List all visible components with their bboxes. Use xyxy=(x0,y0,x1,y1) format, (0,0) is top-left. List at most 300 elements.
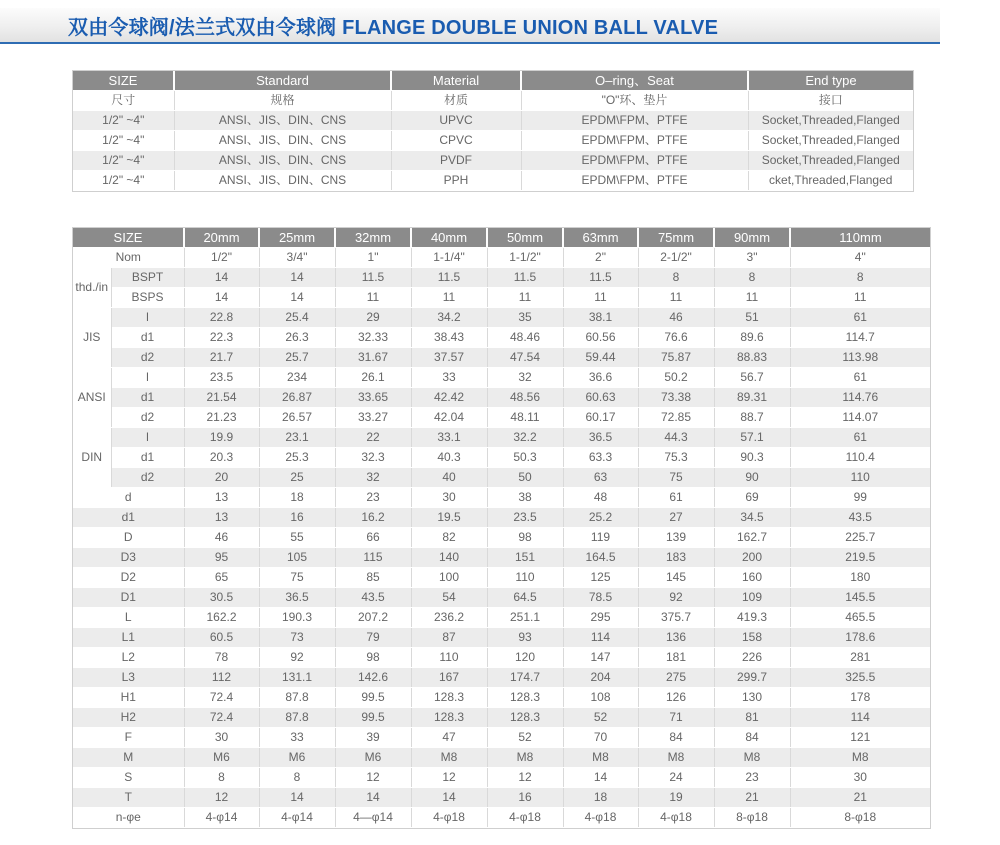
dim-cell: 11 xyxy=(411,288,487,308)
dim-cell: 87.8 xyxy=(259,708,335,728)
dim-cell: 4-φ18 xyxy=(487,808,563,828)
dim-row-label: D xyxy=(73,528,184,548)
dim-cell: 60.17 xyxy=(563,408,638,428)
dim-cell: 11 xyxy=(790,288,930,308)
dim-cell: 72.4 xyxy=(184,688,259,708)
dim-cell: 98 xyxy=(487,528,563,548)
dim-cell: 84 xyxy=(714,728,790,748)
dim-row-label: d2 xyxy=(111,468,184,488)
spec-subheader-cell: 尺寸 xyxy=(73,91,174,111)
dim-data-row xyxy=(73,768,930,788)
dim-cell: 25.2 xyxy=(563,508,638,528)
dim-cell: 219.5 xyxy=(790,548,930,568)
dim-cell: 299.7 xyxy=(714,668,790,688)
dim-cell: 99 xyxy=(790,488,930,508)
dim-cell: 167 xyxy=(411,668,487,688)
dim-cell: 2-1/2" xyxy=(638,248,714,268)
dim-cell: 110 xyxy=(411,648,487,668)
dim-row-label: BSPT xyxy=(111,268,184,288)
spec-cell: EPDM\FPM、PTFE xyxy=(521,111,748,131)
dim-cell: 92 xyxy=(638,588,714,608)
dim-row-label: L1 xyxy=(73,628,184,648)
dim-data-row xyxy=(73,668,930,688)
dim-cell: 32.2 xyxy=(487,428,563,448)
dim-row-label: n-φe xyxy=(73,808,184,828)
dim-data-row xyxy=(73,708,930,728)
dim-cell: 8-φ18 xyxy=(714,808,790,828)
dim-cell: M6 xyxy=(184,748,259,768)
dim-data-row xyxy=(73,488,930,508)
dimension-table-container xyxy=(72,227,931,829)
dim-cell: 126 xyxy=(638,688,714,708)
dim-cell: 1" xyxy=(335,248,411,268)
dim-cell: 14 xyxy=(259,788,335,808)
dim-cell: 180 xyxy=(790,568,930,588)
dim-row-label: d1 xyxy=(111,328,184,348)
dim-cell: 14 xyxy=(184,288,259,308)
spec-cell: 1/2" ~4" xyxy=(73,111,174,131)
dim-cell: 50.2 xyxy=(638,368,714,388)
dim-cell: 52 xyxy=(563,708,638,728)
spec-cell: EPDM\FPM、PTFE xyxy=(521,131,748,151)
dim-data-row xyxy=(73,408,930,428)
dim-cell: 8-φ18 xyxy=(790,808,930,828)
spec-cell: 1/2" ~4" xyxy=(73,131,174,151)
spec-cell: ANSI、JIS、DIN、CNS xyxy=(174,131,391,151)
dim-cell: 178.6 xyxy=(790,628,930,648)
dim-cell: 13 xyxy=(184,488,259,508)
dim-cell: 27 xyxy=(638,508,714,528)
dim-cell: 42.42 xyxy=(411,388,487,408)
dim-cell: 63 xyxy=(563,468,638,488)
dim-cell: 23 xyxy=(335,488,411,508)
dim-cell: 23 xyxy=(714,768,790,788)
dim-cell: M8 xyxy=(487,748,563,768)
dim-data-row xyxy=(73,648,930,668)
dim-cell: 70 xyxy=(563,728,638,748)
dim-cell: 121 xyxy=(790,728,930,748)
dim-data-row xyxy=(73,608,930,628)
dim-cell: 61 xyxy=(790,308,930,328)
dim-data-row xyxy=(73,508,930,528)
dim-cell: 21.23 xyxy=(184,408,259,428)
dim-cell: 76.6 xyxy=(638,328,714,348)
dim-cell: 8 xyxy=(790,268,930,288)
dim-cell: 75.87 xyxy=(638,348,714,368)
dim-cell: 465.5 xyxy=(790,608,930,628)
dim-cell: 128.3 xyxy=(411,688,487,708)
dim-cell: 35 xyxy=(487,308,563,328)
spec-header-cell: Material xyxy=(391,71,521,91)
dim-cell: 44.3 xyxy=(638,428,714,448)
spec-cell: Socket,Threaded,Flanged xyxy=(748,131,913,151)
dim-cell: 2" xyxy=(563,248,638,268)
dim-cell: 26.87 xyxy=(259,388,335,408)
dim-cell: 36.6 xyxy=(563,368,638,388)
spec-cell: cket,Threaded,Flanged xyxy=(748,171,913,191)
dim-data-row xyxy=(73,548,930,568)
dim-cell: 75.3 xyxy=(638,448,714,468)
dim-cell: 75 xyxy=(259,568,335,588)
dim-cell: 16.2 xyxy=(335,508,411,528)
dim-size-column-header: 110mm xyxy=(790,228,930,248)
dim-row-label: D1 xyxy=(73,588,184,608)
dim-cell: 8 xyxy=(714,268,790,288)
dim-row-label: D3 xyxy=(73,548,184,568)
dim-cell: 14 xyxy=(563,768,638,788)
dim-data-row xyxy=(73,428,930,448)
dim-cell: 12 xyxy=(487,768,563,788)
dim-cell: 14 xyxy=(184,268,259,288)
dim-cell: 34.2 xyxy=(411,308,487,328)
spec-table xyxy=(73,71,913,191)
dim-cell: 84 xyxy=(638,728,714,748)
dim-cell: 145.5 xyxy=(790,588,930,608)
spec-cell: EPDM\FPM、PTFE xyxy=(521,151,748,171)
dim-cell: 52 xyxy=(487,728,563,748)
dim-cell: 3" xyxy=(714,248,790,268)
dim-cell: 164.5 xyxy=(563,548,638,568)
dim-data-row xyxy=(73,688,930,708)
dim-cell: 11.5 xyxy=(563,268,638,288)
spec-cell: EPDM\FPM、PTFE xyxy=(521,171,748,191)
dim-cell: 113.98 xyxy=(790,348,930,368)
dim-row-label: L2 xyxy=(73,648,184,668)
dim-cell: 21.7 xyxy=(184,348,259,368)
dim-cell: 47 xyxy=(411,728,487,748)
dim-cell: 3/4" xyxy=(259,248,335,268)
dim-row-label: BSPS xyxy=(111,288,184,308)
dim-cell: 4-φ18 xyxy=(563,808,638,828)
dim-cell: 32.3 xyxy=(335,448,411,468)
dim-row-label: d1 xyxy=(111,388,184,408)
dim-cell: 60.63 xyxy=(563,388,638,408)
dim-cell: 325.5 xyxy=(790,668,930,688)
spec-subheader-row xyxy=(73,91,913,111)
dim-row-label: H1 xyxy=(73,688,184,708)
dim-cell: 30.5 xyxy=(184,588,259,608)
dim-cell: 92 xyxy=(259,648,335,668)
dim-cell: 1-1/2" xyxy=(487,248,563,268)
spec-header-cell: Standard xyxy=(174,71,391,91)
dim-data-row xyxy=(73,368,930,388)
dim-cell: 75 xyxy=(638,468,714,488)
dim-cell: 8 xyxy=(184,768,259,788)
dim-group-label: ANSI xyxy=(73,368,111,428)
dim-cell: 145 xyxy=(638,568,714,588)
dim-row-label: l xyxy=(111,308,184,328)
dim-cell: 90.3 xyxy=(714,448,790,468)
dim-cell: 93 xyxy=(487,628,563,648)
dim-cell: 108 xyxy=(563,688,638,708)
dim-cell: 14 xyxy=(259,268,335,288)
dim-cell: 4—φ14 xyxy=(335,808,411,828)
dim-cell: 69 xyxy=(714,488,790,508)
dim-cell: 72.4 xyxy=(184,708,259,728)
dim-cell: 38.1 xyxy=(563,308,638,328)
dim-row-label: M xyxy=(73,748,184,768)
dim-cell: 11 xyxy=(487,288,563,308)
dim-cell: 14 xyxy=(411,788,487,808)
dim-data-row xyxy=(73,308,930,328)
dim-cell: 204 xyxy=(563,668,638,688)
dim-cell: 181 xyxy=(638,648,714,668)
dim-cell: 25 xyxy=(259,468,335,488)
dim-data-row xyxy=(73,628,930,648)
spec-cell: PVDF xyxy=(391,151,521,171)
page-title: 双由令球阀/法兰式双由令球阀 FLANGE DOUBLE UNION BALL VALVE xyxy=(68,16,719,39)
dim-cell: 26.57 xyxy=(259,408,335,428)
dim-cell: 55 xyxy=(259,528,335,548)
dim-row-label: T xyxy=(73,788,184,808)
dim-cell: 4-φ14 xyxy=(259,808,335,828)
dim-cell: 131.1 xyxy=(259,668,335,688)
dim-cell: 136 xyxy=(638,628,714,648)
dim-cell: 30 xyxy=(184,728,259,748)
dim-cell: 22 xyxy=(335,428,411,448)
dim-cell: 73 xyxy=(259,628,335,648)
spec-cell: Socket,Threaded,Flanged xyxy=(748,151,913,171)
dim-row-label: H2 xyxy=(73,708,184,728)
dim-row-label: d1 xyxy=(73,508,184,528)
title-band xyxy=(0,8,940,44)
dim-cell: 26.1 xyxy=(335,368,411,388)
dim-row-label: Nom xyxy=(73,248,184,268)
dim-cell: 47.54 xyxy=(487,348,563,368)
spec-header-row xyxy=(73,71,913,91)
dim-cell: 114 xyxy=(790,708,930,728)
dim-cell: 25.4 xyxy=(259,308,335,328)
dim-cell: 46 xyxy=(184,528,259,548)
dim-cell: 295 xyxy=(563,608,638,628)
dim-cell: M8 xyxy=(714,748,790,768)
dim-cell: 37.57 xyxy=(411,348,487,368)
dim-cell: 88.83 xyxy=(714,348,790,368)
spec-cell: ANSI、JIS、DIN、CNS xyxy=(174,111,391,131)
dim-row-label: d2 xyxy=(111,348,184,368)
dim-row-label: l xyxy=(111,428,184,448)
dim-data-row xyxy=(73,808,930,828)
dim-cell: 43.5 xyxy=(790,508,930,528)
dim-cell: 112 xyxy=(184,668,259,688)
dim-cell: 33.1 xyxy=(411,428,487,448)
dim-cell: 114.07 xyxy=(790,408,930,428)
dim-cell: 26.3 xyxy=(259,328,335,348)
dim-cell: 21 xyxy=(714,788,790,808)
dim-cell: 16 xyxy=(259,508,335,528)
dim-cell: 11 xyxy=(563,288,638,308)
dim-cell: 130 xyxy=(714,688,790,708)
dim-cell: 46 xyxy=(638,308,714,328)
dim-size-column-header: 20mm xyxy=(184,228,259,248)
dim-cell: 33.27 xyxy=(335,408,411,428)
dim-cell: 42.04 xyxy=(411,408,487,428)
dim-cell: 32 xyxy=(487,368,563,388)
dim-data-row xyxy=(73,448,930,468)
dim-cell: 21.54 xyxy=(184,388,259,408)
dim-cell: 13 xyxy=(184,508,259,528)
dim-data-row xyxy=(73,588,930,608)
dim-group-label: thd./in xyxy=(73,268,111,308)
dim-cell: 31.67 xyxy=(335,348,411,368)
spec-header-cell: End type xyxy=(748,71,913,91)
dim-cell: 11 xyxy=(638,288,714,308)
dim-cell: M6 xyxy=(259,748,335,768)
dim-row-label: d xyxy=(73,488,184,508)
dim-cell: 110 xyxy=(790,468,930,488)
dim-row-label: d2 xyxy=(111,408,184,428)
dim-cell: 8 xyxy=(259,768,335,788)
dim-size-column-header: 90mm xyxy=(714,228,790,248)
dim-data-row xyxy=(73,728,930,748)
dim-cell: 375.7 xyxy=(638,608,714,628)
dim-data-row xyxy=(73,248,930,268)
dim-cell: 128.3 xyxy=(487,708,563,728)
dim-cell: 115 xyxy=(335,548,411,568)
dim-cell: 60.56 xyxy=(563,328,638,348)
dim-cell: 20 xyxy=(184,468,259,488)
dim-cell: 95 xyxy=(184,548,259,568)
dim-cell: 87.8 xyxy=(259,688,335,708)
dim-cell: 22.8 xyxy=(184,308,259,328)
dim-cell: 119 xyxy=(563,528,638,548)
spec-cell: Socket,Threaded,Flanged xyxy=(748,111,913,131)
dim-header-row xyxy=(73,228,930,248)
dim-cell: 32.33 xyxy=(335,328,411,348)
dim-cell: 110 xyxy=(487,568,563,588)
dim-data-row xyxy=(73,468,930,488)
dim-cell: 162.2 xyxy=(184,608,259,628)
dim-cell: 29 xyxy=(335,308,411,328)
dim-row-label: S xyxy=(73,768,184,788)
dim-cell: 89.31 xyxy=(714,388,790,408)
spec-cell: ANSI、JIS、DIN、CNS xyxy=(174,171,391,191)
dim-cell: 78 xyxy=(184,648,259,668)
dim-cell: 160 xyxy=(714,568,790,588)
dim-cell: 63.3 xyxy=(563,448,638,468)
dim-cell: 178 xyxy=(790,688,930,708)
dim-cell: 162.7 xyxy=(714,528,790,548)
dim-cell: 23.5 xyxy=(487,508,563,528)
dim-cell: 207.2 xyxy=(335,608,411,628)
dim-data-row xyxy=(73,288,930,308)
dim-cell: 30 xyxy=(411,488,487,508)
dim-cell: 33 xyxy=(259,728,335,748)
dim-cell: M8 xyxy=(790,748,930,768)
dim-cell: 4" xyxy=(790,248,930,268)
dim-cell: 54 xyxy=(411,588,487,608)
dim-cell: 61 xyxy=(638,488,714,508)
dim-data-row xyxy=(73,328,930,348)
dim-cell: 36.5 xyxy=(563,428,638,448)
dim-data-row xyxy=(73,748,930,768)
dim-cell: M8 xyxy=(638,748,714,768)
dim-cell: 12 xyxy=(411,768,487,788)
dimension-table xyxy=(73,228,930,828)
dim-cell: 99.5 xyxy=(335,708,411,728)
dim-cell: 25.7 xyxy=(259,348,335,368)
dim-cell: 78.5 xyxy=(563,588,638,608)
dim-cell: 30 xyxy=(790,768,930,788)
dim-cell: 48.11 xyxy=(487,408,563,428)
dim-size-column-header: 63mm xyxy=(563,228,638,248)
dim-cell: 38 xyxy=(487,488,563,508)
dim-cell: 100 xyxy=(411,568,487,588)
dim-cell: 4-φ14 xyxy=(184,808,259,828)
dim-cell: 90 xyxy=(714,468,790,488)
spec-data-row xyxy=(73,171,913,191)
dim-cell: 50.3 xyxy=(487,448,563,468)
dim-cell: 1/2" xyxy=(184,248,259,268)
dim-cell: 23.1 xyxy=(259,428,335,448)
dim-cell: 140 xyxy=(411,548,487,568)
dim-cell: 225.7 xyxy=(790,528,930,548)
dim-cell: 89.6 xyxy=(714,328,790,348)
dim-cell: 19 xyxy=(638,788,714,808)
dim-cell: 120 xyxy=(487,648,563,668)
dim-cell: 4-φ18 xyxy=(411,808,487,828)
dim-cell: 142.6 xyxy=(335,668,411,688)
dim-cell: M6 xyxy=(335,748,411,768)
spec-subheader-cell: 接口 xyxy=(748,91,913,111)
dim-cell: 18 xyxy=(563,788,638,808)
dim-cell: 66 xyxy=(335,528,411,548)
spec-table-container xyxy=(72,70,914,192)
dim-cell: M8 xyxy=(563,748,638,768)
dim-cell: 174.7 xyxy=(487,668,563,688)
dim-cell: 73.38 xyxy=(638,388,714,408)
spec-subheader-cell: "O"环、垫片 xyxy=(521,91,748,111)
dim-cell: 147 xyxy=(563,648,638,668)
spec-cell: UPVC xyxy=(391,111,521,131)
dim-cell: 19.9 xyxy=(184,428,259,448)
dim-size-column-header: 40mm xyxy=(411,228,487,248)
spec-data-row xyxy=(73,131,913,151)
dim-cell: 38.43 xyxy=(411,328,487,348)
dim-cell: 12 xyxy=(335,768,411,788)
dim-cell: 18 xyxy=(259,488,335,508)
dim-size-header: SIZE xyxy=(73,228,184,248)
dim-cell: 43.5 xyxy=(335,588,411,608)
dim-cell: 64.5 xyxy=(487,588,563,608)
dim-cell: 275 xyxy=(638,668,714,688)
dim-cell: 33 xyxy=(411,368,487,388)
dim-cell: 105 xyxy=(259,548,335,568)
dim-cell: 23.5 xyxy=(184,368,259,388)
dim-cell: 72.85 xyxy=(638,408,714,428)
dim-cell: 139 xyxy=(638,528,714,548)
dim-cell: 48 xyxy=(563,488,638,508)
dim-cell: 16 xyxy=(487,788,563,808)
dim-cell: 1-1/4" xyxy=(411,248,487,268)
dim-cell: 4-φ18 xyxy=(638,808,714,828)
dim-row-label: L xyxy=(73,608,184,628)
dim-data-row xyxy=(73,528,930,548)
dim-size-column-header: 50mm xyxy=(487,228,563,248)
spec-cell: ANSI、JIS、DIN、CNS xyxy=(174,151,391,171)
dim-data-row xyxy=(73,788,930,808)
dim-cell: 22.3 xyxy=(184,328,259,348)
dim-cell: 11.5 xyxy=(335,268,411,288)
dim-cell: 40.3 xyxy=(411,448,487,468)
dim-cell: 33.65 xyxy=(335,388,411,408)
dim-cell: 65 xyxy=(184,568,259,588)
dim-cell: 98 xyxy=(335,648,411,668)
dim-cell: 59.44 xyxy=(563,348,638,368)
dim-cell: 20.3 xyxy=(184,448,259,468)
dim-cell: 128.3 xyxy=(411,708,487,728)
dim-cell: 88.7 xyxy=(714,408,790,428)
